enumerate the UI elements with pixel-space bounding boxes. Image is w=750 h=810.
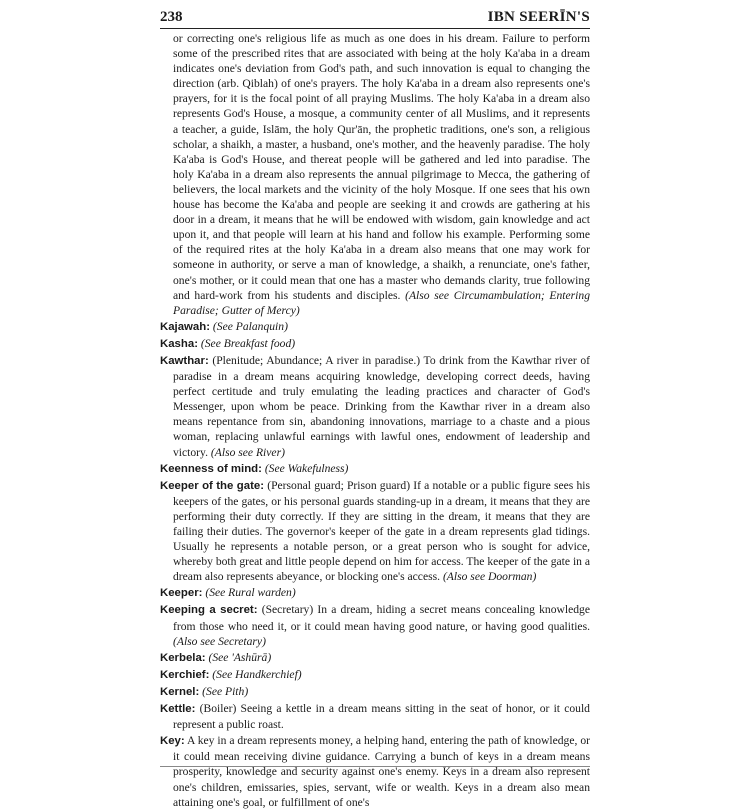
entry-kasha (160, 336, 590, 352)
entry-xref: (See Rural warden) (205, 586, 296, 600)
entry-kettle (160, 701, 590, 732)
entry-headword: Key: (160, 735, 185, 748)
entry-headword: Kajawah: (160, 320, 211, 333)
entry-xref: (See Wakefulness) (264, 461, 349, 475)
footer-rule (160, 766, 590, 767)
continuation-text: or correcting one's religious life as much as one does in his dream. Failure to perform some of the prescribed rites that are associated with being at the holy Ka'aba in a dream indicates one's deviation from God's path, and such innovation is equal to changing the direction (arb. Qiblah) of one's prayers. The holy Ka'aba in a dream also represents one's prayers, for it is the focal point of all praying Muslims. The holy Ka'aba in a dream also represents God's House, a mosque, a community center of all Muslims, and it represents a teacher, a guide, Islām, the holy Qur'ān, the prophetic traditions, one's son, a religious scholar, a shaikh, a master, a husband, one's mother, and the heavenly paradise. The holy Ka'aba is God's House, and thereat people will be gathered and led into paradise. The holy Ka'aba in a dream also represents the annual pilgrimage to Mecca, the gathering of believers, the local markets and the vicinity of the holy Mosque. If one sees that his own house has become the Ka'aba and people are seeking it and crowds are gathering at his door in a dream, it means that he will be endowed with wisdom, gain knowledge and act upon it, and that people will learn at his hand and follow his example. Performing some of the required rites at the holy Ka'aba in a dream also means that one may work for someone in authority, or serve a man of knowledge, a shaikh, a renunciate, one's father, one's mother, or it could mean that one has a master who demands clarity, true following and hard-work from his students and disciples. (173, 32, 590, 302)
entry-xref: (Also see Secretary) (173, 634, 266, 648)
entry-xref: (See Breakfast food) (200, 336, 296, 350)
entry-headword: Kettle: (160, 703, 196, 716)
entry-xref: (See Palanquin) (212, 319, 288, 333)
page-header (160, 6, 590, 29)
continuation-xref: (Also see Circumambulation; Entering Paradise; Gutter of Mercy) (173, 288, 590, 317)
entry-xref: (See Pith) (202, 684, 249, 698)
dictionary-body (160, 31, 590, 810)
entry-headword: Kawthar: (160, 354, 209, 367)
continuation-paragraph (160, 31, 590, 318)
entry-headword: Kasha: (160, 337, 198, 350)
entry-kerchief (160, 667, 590, 683)
entry-keeper (160, 585, 590, 601)
entry-keeping-a-secret (160, 602, 590, 648)
running-head: IBN SEERĪN'S (487, 9, 590, 25)
entry-text: (Boiler) Seeing a kettle in a dream means sitting in the seat of honor, or it could represent a public roast. (173, 702, 590, 732)
entry-text: A key in a dream represents money, a helping hand, entering the path of knowledge, or it could mean receiving divine guidance. Carrying a bunch of keys in a dream means prosperity, knowledge and security against one's enemy. Keys in a dream also represent one's children, emissaries, spies, servant, wife or wealth. Keys in a dream also mean attaining one's goal, or fulfillment of one's (173, 734, 591, 809)
entry-kerbela (160, 650, 590, 666)
entry-kernel (160, 684, 590, 700)
entry-headword: Keeper of the gate: (160, 479, 265, 492)
entry-kajawah (160, 319, 590, 335)
entry-headword: Keeper: (160, 587, 203, 600)
entry-text: (Personal guard; Prison guard) If a notable or a public figure sees his keepers of the gates, or his personal guards standing-up in a dream, it means that they are performing their duty correctly. If they are sitting in the dream, it means that they are failing their duties. The governor's keeper of the gate in a dream represents glad tidings. Usually he represents a notable person, or a great person who is sought for advice, whereby both great and little people depend on him for access. The keeper of the gate in a dream also represents abeyance, or blocking one's access. (173, 478, 591, 584)
entry-xref: (See 'Ashūrā) (208, 650, 272, 664)
entry-text: (Plenitude; Abundance; A river in paradise.) To drink from the Kawthar river of paradise in a dream means acquiring knowledge, developing correct deeds, having perfect certitude and truly emulating the leading practices and character of God's Messenger, upon whom be peace. Drinking from the Kawthar river in a dream also means repentance from sin, abandoning innovations, marriage to a chaste and a pious woman, replacing unlawful earnings with lawful ones, endowment of leadership and victory. (173, 353, 591, 459)
entry-headword: Keeping a secret: (160, 604, 258, 617)
entry-headword: Kerchief: (160, 668, 210, 681)
entry-text: (Secretary) In a dream, hiding a secret means concealing knowledge from those who need it, or it could mean having good nature, or having good qualities. (173, 603, 590, 633)
entry-keeper-of-the-gate (160, 478, 590, 585)
entry-xref: (See Handkerchief) (212, 667, 302, 681)
entry-headword: Kernel: (160, 685, 200, 698)
page-number: 238 (160, 9, 183, 25)
entry-kawthar (160, 353, 590, 460)
entry-xref: (Also see River) (210, 445, 285, 459)
entry-xref: (Also see Doorman) (442, 570, 537, 584)
entry-keenness-of-mind (160, 461, 590, 477)
entry-headword: Kerbela: (160, 651, 206, 664)
entry-key (160, 733, 590, 809)
entry-headword: Keenness of mind: (160, 462, 262, 475)
